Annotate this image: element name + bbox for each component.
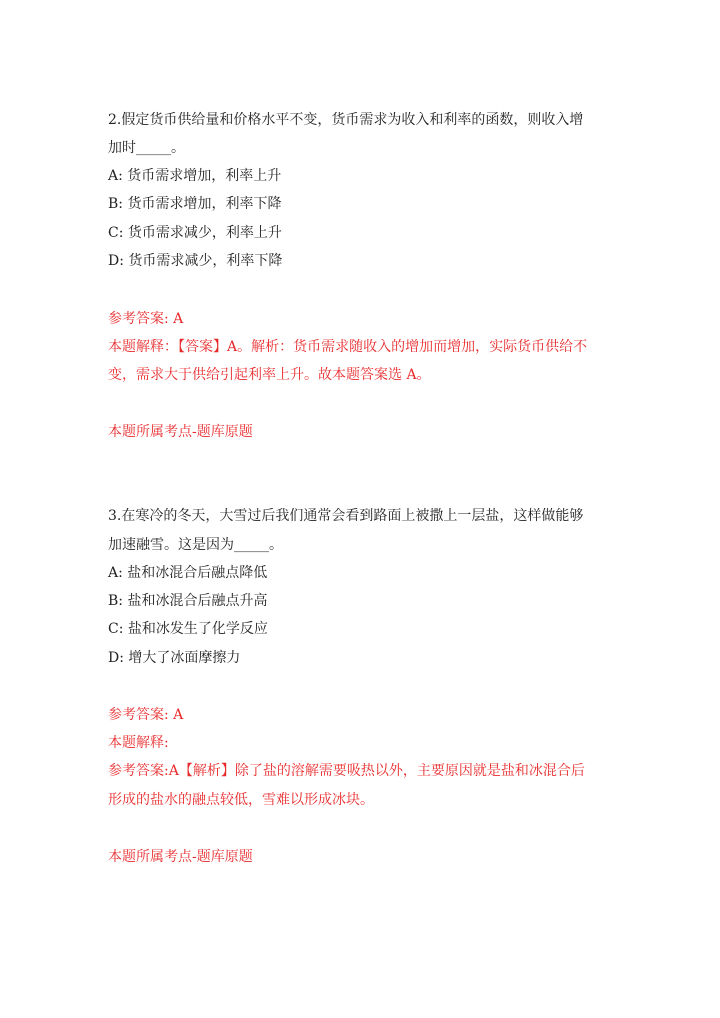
option-d: D: 增大了冰面摩擦力	[108, 650, 241, 666]
question-stem: 2.假定货币供给量和价格水平不变，货币需求为收入和利率的函数，则收入增	[108, 112, 584, 128]
option-b: B: 货币需求增加，利率下降	[108, 196, 282, 212]
answer: 参考答案: A	[108, 311, 184, 327]
explanation-label: 本题解释:	[108, 735, 169, 751]
explanation: 本题解释：【答案】A。解析：货币需求随收入的增加而增加，实际货币供给不	[108, 339, 588, 355]
answer: 参考答案: A	[108, 707, 184, 723]
option-c: C: 盐和冰发生了化学反应	[108, 621, 268, 637]
question-stem: 加时_____。	[108, 140, 185, 156]
source-note: 本题所属考点-题库原题	[108, 424, 253, 440]
source-note: 本题所属考点-题库原题	[108, 849, 253, 865]
option-b: B: 盐和冰混合后融点升高	[108, 593, 268, 609]
question-stem: 加速融雪。这是因为_____。	[108, 537, 283, 553]
explanation: 参考答案:A【解析】除了盐的溶解需要吸热以外，主要原因就是盐和冰混合后	[108, 763, 585, 779]
option-d: D: 货币需求减少，利率下降	[108, 253, 283, 269]
question-stem: 3.在寒冷的冬天，大雪过后我们通常会看到路面上被撒上一层盐，这样做能够	[108, 508, 584, 524]
option-c: C: 货币需求减少，利率上升	[108, 225, 282, 241]
option-a: A: 货币需求增加，利率上升	[108, 168, 282, 184]
explanation: 形成的盐水的融点较低，雪难以形成冰块。	[108, 792, 374, 808]
explanation: 变，需求大于供给引起利率上升。故本题答案选 A。	[108, 367, 431, 383]
option-a: A: 盐和冰混合后融点降低	[108, 565, 268, 581]
